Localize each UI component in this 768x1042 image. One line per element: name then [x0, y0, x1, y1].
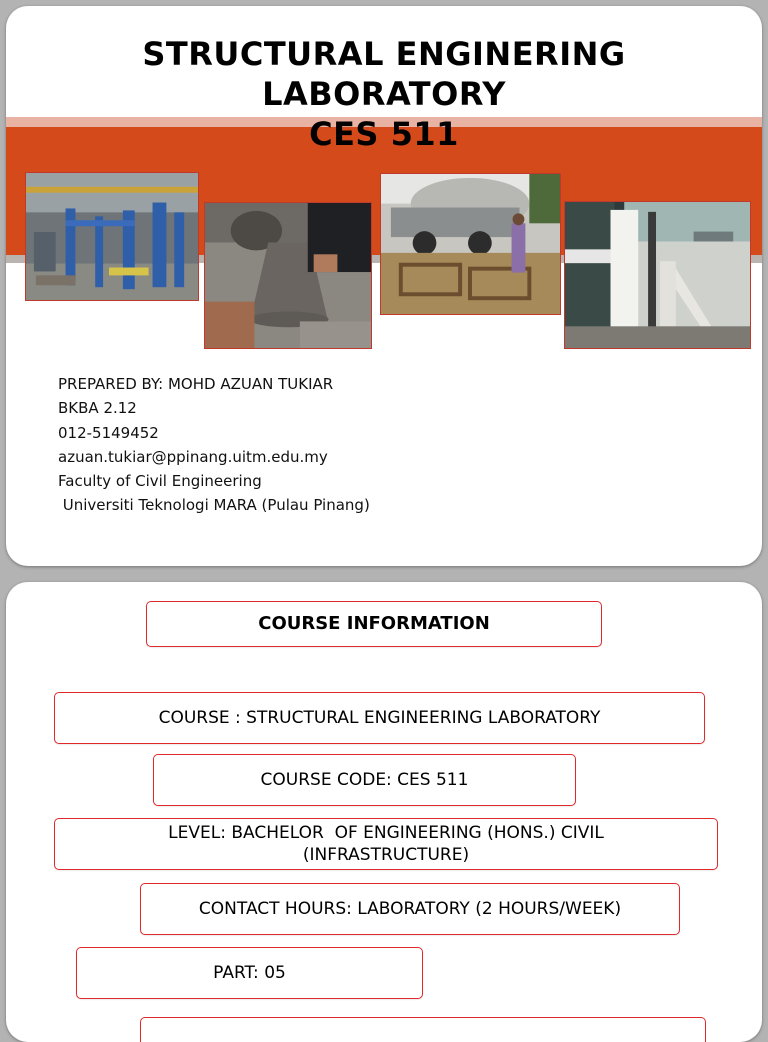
part-text: PART: 05	[213, 963, 286, 983]
heading-text: COURSE INFORMATION	[258, 613, 490, 634]
structural-test-frame-photo	[564, 201, 751, 349]
course-code-box	[153, 754, 576, 806]
course-text: COURSE : STRUCTURAL ENGINEERING LABORATORY	[158, 708, 601, 728]
slide-course-information	[6, 582, 762, 1042]
course-code-text: COURSE CODE: CES 511	[260, 770, 469, 790]
level-box	[54, 818, 718, 870]
level-line-2: (INFRASTRUCTURE)	[302, 845, 470, 865]
slide-title-text	[6, 34, 762, 154]
room: BKBA 2.12	[58, 399, 137, 418]
title-line-2: LABORATORY	[262, 75, 506, 113]
email: azuan.tukiar@ppinang.uitm.edu.my	[58, 447, 328, 466]
contact-hours-text: CONTACT HOURS: LABORATORY (2 HOURS/WEEK)	[198, 899, 622, 919]
slide-title	[6, 6, 762, 566]
partial-box	[140, 1017, 706, 1042]
author-info	[58, 372, 370, 518]
concrete-slump-test-photo	[204, 202, 372, 349]
lab-hall-photo	[25, 172, 199, 301]
university: Universiti Teknologi MARA (Pulau Pinang)	[58, 496, 370, 515]
contact-hours-box	[140, 883, 680, 935]
level-line-1: LEVEL: BACHELOR OF ENGINEERING (HONS.) CIVIL	[168, 823, 604, 843]
faculty: Faculty of Civil Engineering	[58, 472, 262, 491]
title-line-1: STRUCTURAL ENGINERING	[142, 35, 626, 73]
concrete-mixer-truck-photo	[380, 173, 561, 315]
course-box	[54, 692, 705, 744]
part-box	[76, 947, 423, 999]
prepared-by: PREPARED BY: MOHD AZUAN TUKIAR	[58, 375, 334, 393]
course-information-heading	[146, 601, 602, 647]
title-line-3: CES 511	[309, 115, 459, 153]
phone: 012-5149452	[58, 423, 159, 442]
